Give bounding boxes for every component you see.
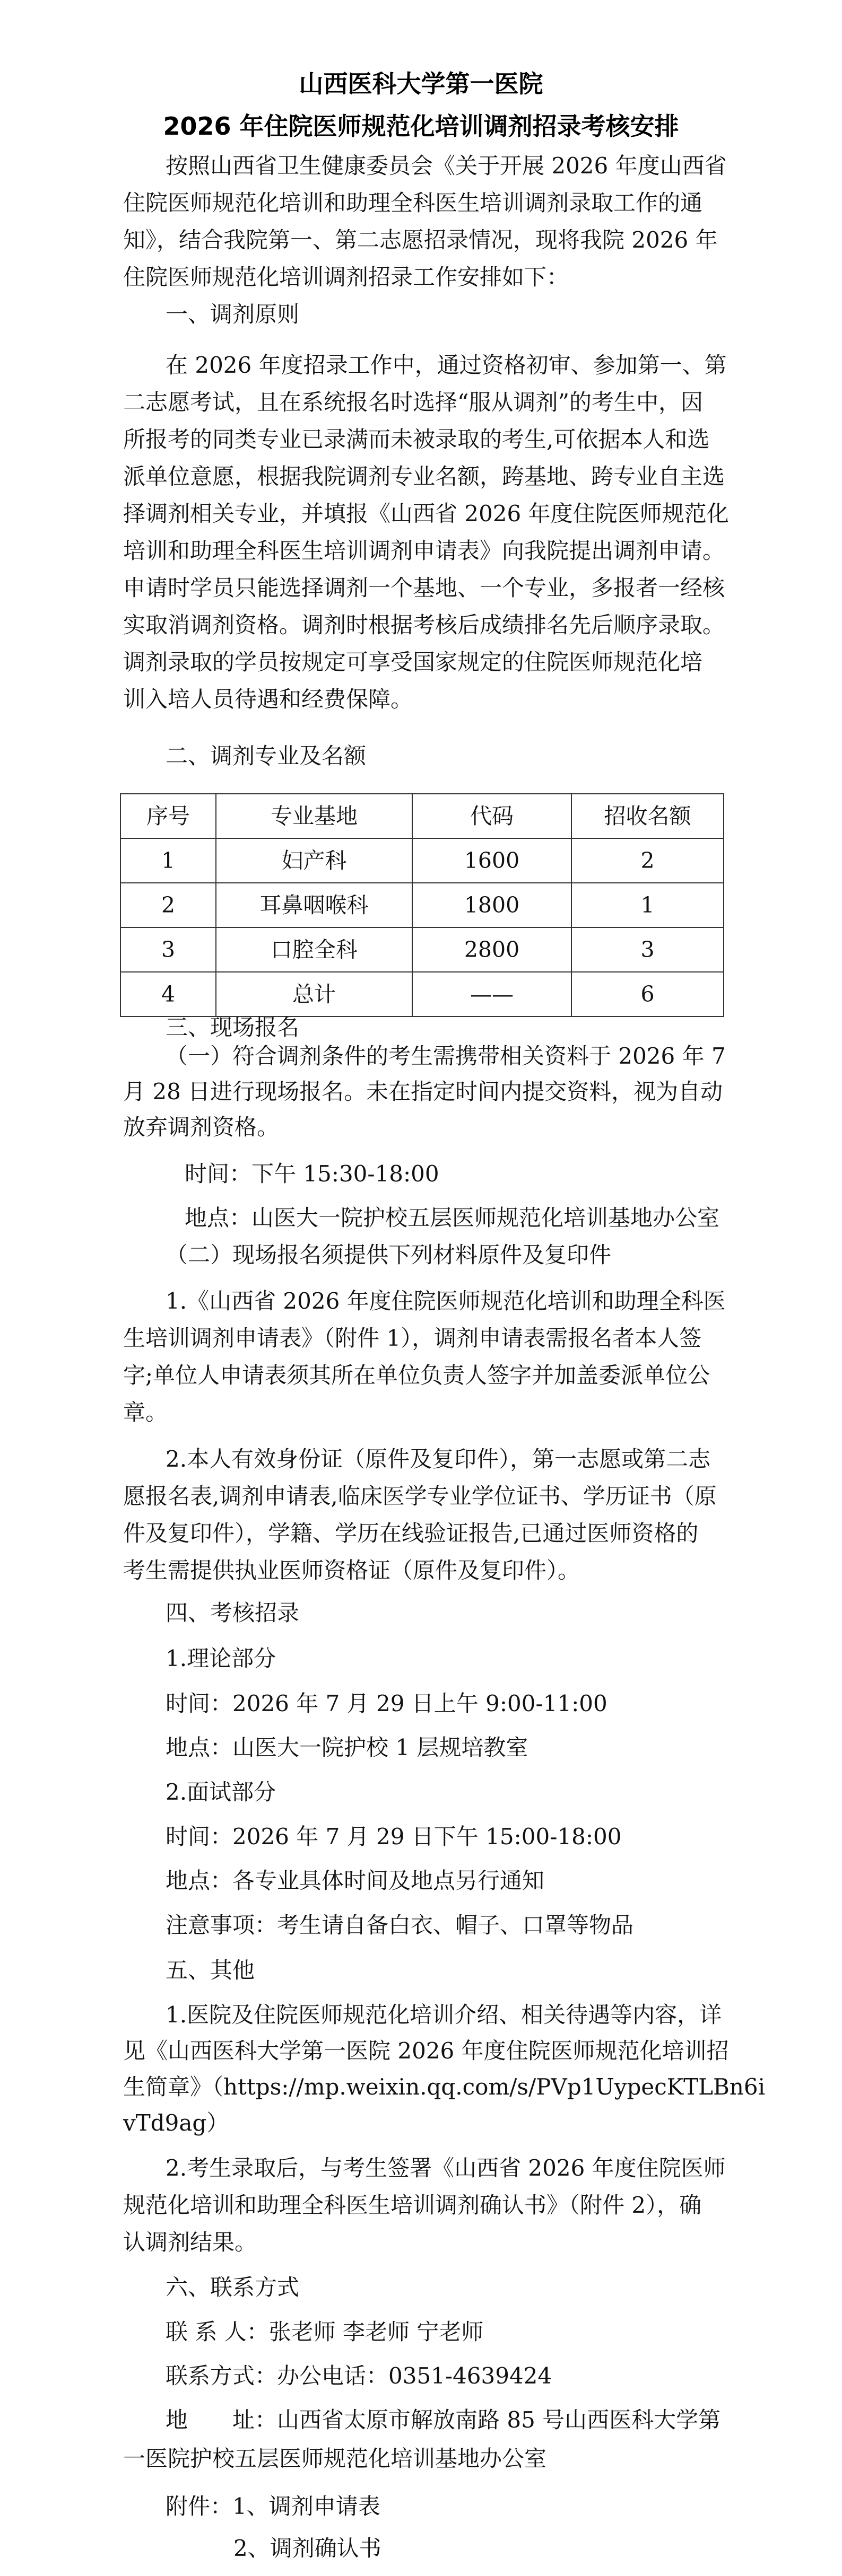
intro-line: 按照山西省卫生健康委员会《关于开展 2026 年度山西省 bbox=[166, 153, 727, 179]
paragraph-line: 1.医院及住院医师规范化培训介绍、相关待遇等内容，详 bbox=[166, 2002, 722, 2028]
intro-line: 知》，结合我院第一、第二志愿招录情况，现将我院 2026 年 bbox=[123, 227, 718, 253]
paragraph-line: （一）符合调剂条件的考生需携带相关资料于 2026 年 7 bbox=[166, 1043, 726, 1069]
attachment-item: 附件：1、调剂申请表 bbox=[166, 2493, 380, 2519]
paragraph-line: 申请时学员只能选择调剂一个基地、一个专业，多报者一经核 bbox=[123, 575, 725, 601]
table-header-row bbox=[120, 794, 724, 838]
section-heading: 四、考核招录 bbox=[166, 1600, 300, 1626]
section-heading: 一、调剂原则 bbox=[166, 301, 300, 327]
table-row-total bbox=[120, 972, 724, 1017]
paragraph-line: 调剂录取的学员按规定可享受国家规定的住院医师规范化培 bbox=[123, 649, 703, 675]
paragraph-line: 月 28 日进行现场报名。未在指定时间内提交资料，视为自动 bbox=[123, 1079, 723, 1105]
paragraph-line: 章。 bbox=[123, 1399, 168, 1425]
doc-title-main: 2026 年住院医师规范化培训调剂招录考核安排 bbox=[163, 112, 679, 141]
paragraph-line: 在 2026 年度招录工作中，通过资格初审、参加第一、第 bbox=[166, 352, 727, 378]
paragraph-line: 放弃调剂资格。 bbox=[123, 1114, 280, 1140]
contact-address: 一医院护校五层医师规范化培训基地办公室 bbox=[123, 2446, 547, 2472]
paragraph-line: vTd9ag） bbox=[123, 2110, 229, 2136]
paragraph-line: 认调剂结果。 bbox=[123, 2229, 257, 2255]
table-header: 序号 bbox=[120, 794, 216, 838]
table-header: 代码 bbox=[412, 794, 571, 838]
paragraph-line: 件及复印件），学籍、学历在线验证报告,已通过医师资格的 bbox=[123, 1520, 699, 1546]
table-cell: 口腔全科 bbox=[216, 927, 412, 972]
contact-phone: 联系方式：办公电话：0351-4639424 bbox=[166, 2363, 552, 2389]
paragraph-line: 生简章》（https://mp.weixin.qq.com/s/PVp1UypecKTLBn6i bbox=[123, 2074, 766, 2100]
table-cell: 妇产科 bbox=[216, 838, 412, 883]
paragraph-line: 培训和助理全科医生培训调剂申请表》向我院提出调剂申请。 bbox=[123, 538, 725, 564]
contact-address: 地 址：山西省太原市解放南路 85 号山西医科大学第 bbox=[166, 2407, 721, 2433]
section-heading: 二、调剂专业及名额 bbox=[166, 743, 367, 769]
table-header: 招收名额 bbox=[571, 794, 724, 838]
paragraph-line: 2.本人有效身份证（原件及复印件），第一志愿或第二志 bbox=[166, 1446, 711, 1472]
section-heading: 三、现场报名 bbox=[166, 1014, 300, 1040]
paragraph-line: 实取消调剂资格。调剂时根据考核后成绩排名先后顺序录取。 bbox=[123, 612, 725, 638]
table-cell: 3 bbox=[120, 927, 216, 972]
paragraph-line: 时间：2026 年 7 月 29 日下午 15:00-18:00 bbox=[166, 1824, 622, 1850]
table-row bbox=[120, 838, 724, 883]
paragraph-line: 生培训调剂申请表》（附件 1），调剂申请表需报名者本人签 bbox=[123, 1325, 702, 1351]
paragraph-line: 2.考生录取后，与考生签署《山西省 2026 年度住院医师 bbox=[166, 2155, 726, 2181]
subsection-heading: （二）现场报名须提供下列材料原件及复印件 bbox=[166, 1242, 612, 1268]
contact-persons: 联 系 人：张老师 李老师 宁老师 bbox=[166, 2319, 484, 2345]
table-cell: 1800 bbox=[412, 883, 571, 927]
paragraph-line: 1.《山西省 2026 年度住院医师规范化培训和助理全科医 bbox=[166, 1288, 726, 1314]
table-header: 专业基地 bbox=[216, 794, 412, 838]
table-cell: 1 bbox=[571, 883, 724, 927]
table-cell: 2 bbox=[120, 883, 216, 927]
table-cell: 1 bbox=[120, 838, 216, 883]
doc-title-hospital: 山西医科大学第一医院 bbox=[299, 69, 543, 98]
paragraph-line: 考生需提供执业医师资格证（原件及复印件）。 bbox=[123, 1557, 580, 1583]
table-cell: 6 bbox=[571, 972, 724, 1017]
subsection-heading: 1.理论部分 bbox=[166, 1645, 276, 1671]
table-row bbox=[120, 927, 724, 972]
paragraph-line: 所报考的同类专业已录满而未被录取的考生,可依据本人和选 bbox=[123, 426, 710, 452]
registration-location: 地点：山医大一院护校五层医师规范化培训基地办公室 bbox=[185, 1205, 720, 1231]
table-row bbox=[120, 883, 724, 927]
table-cell: 2800 bbox=[412, 927, 571, 972]
paragraph-line: 愿报名表,调剂申请表,临床医学专业学位证书、学历证书（原 bbox=[123, 1483, 717, 1509]
intro-line: 住院医师规范化培训和助理全科医生培训调剂录取工作的通 bbox=[123, 190, 703, 216]
paragraph-line: 地点：各专业具体时间及地点另行通知 bbox=[166, 1868, 545, 1894]
registration-time: 时间：下午 15:30-18:00 bbox=[185, 1161, 439, 1187]
section-heading: 六、联系方式 bbox=[166, 2274, 300, 2300]
table-cell: 3 bbox=[571, 927, 724, 972]
table-cell: 4 bbox=[120, 972, 216, 1017]
paragraph-line: 训入培人员待遇和经费保障。 bbox=[123, 686, 413, 712]
table-cell: 1600 bbox=[412, 838, 571, 883]
quota-table bbox=[120, 793, 724, 1017]
table-cell: —— bbox=[412, 972, 571, 1017]
section-heading: 五、其他 bbox=[166, 1957, 255, 1983]
paragraph-line: 字;单位人申请表须其所在单位负责人签字并加盖委派单位公 bbox=[123, 1362, 710, 1388]
paragraph-line: 注意事项：考生请自备白衣、帽子、口罩等物品 bbox=[166, 1912, 634, 1938]
attachment-item: 2、调剂确认书 bbox=[233, 2535, 381, 2561]
paragraph-line: 二志愿考试，且在系统报名时选择“服从调剂”的考生中，因 bbox=[123, 389, 703, 415]
paragraph-line: 地点：山医大一院护校 1 层规培教室 bbox=[166, 1734, 528, 1760]
subsection-heading: 2.面试部分 bbox=[166, 1779, 276, 1805]
paragraph-line: 规范化培训和助理全科医生培训调剂确认书》（附件 2），确 bbox=[123, 2192, 702, 2218]
intro-line: 住院医师规范化培训调剂招录工作安排如下： bbox=[123, 264, 569, 290]
table-cell: 2 bbox=[571, 838, 724, 883]
table-cell: 总计 bbox=[216, 972, 412, 1017]
paragraph-line: 见《山西医科大学第一医院 2026 年度住院医师规范化培训招 bbox=[123, 2038, 729, 2064]
table-cell: 耳鼻咽喉科 bbox=[216, 883, 412, 927]
paragraph-line: 派单位意愿，根据我院调剂专业名额，跨基地、跨专业自主选 bbox=[123, 463, 725, 489]
paragraph-line: 择调剂相关专业，并填报《山西省 2026 年度住院医师规范化 bbox=[123, 501, 729, 527]
paragraph-line: 时间：2026 年 7 月 29 日上午 9:00-11:00 bbox=[166, 1690, 607, 1716]
